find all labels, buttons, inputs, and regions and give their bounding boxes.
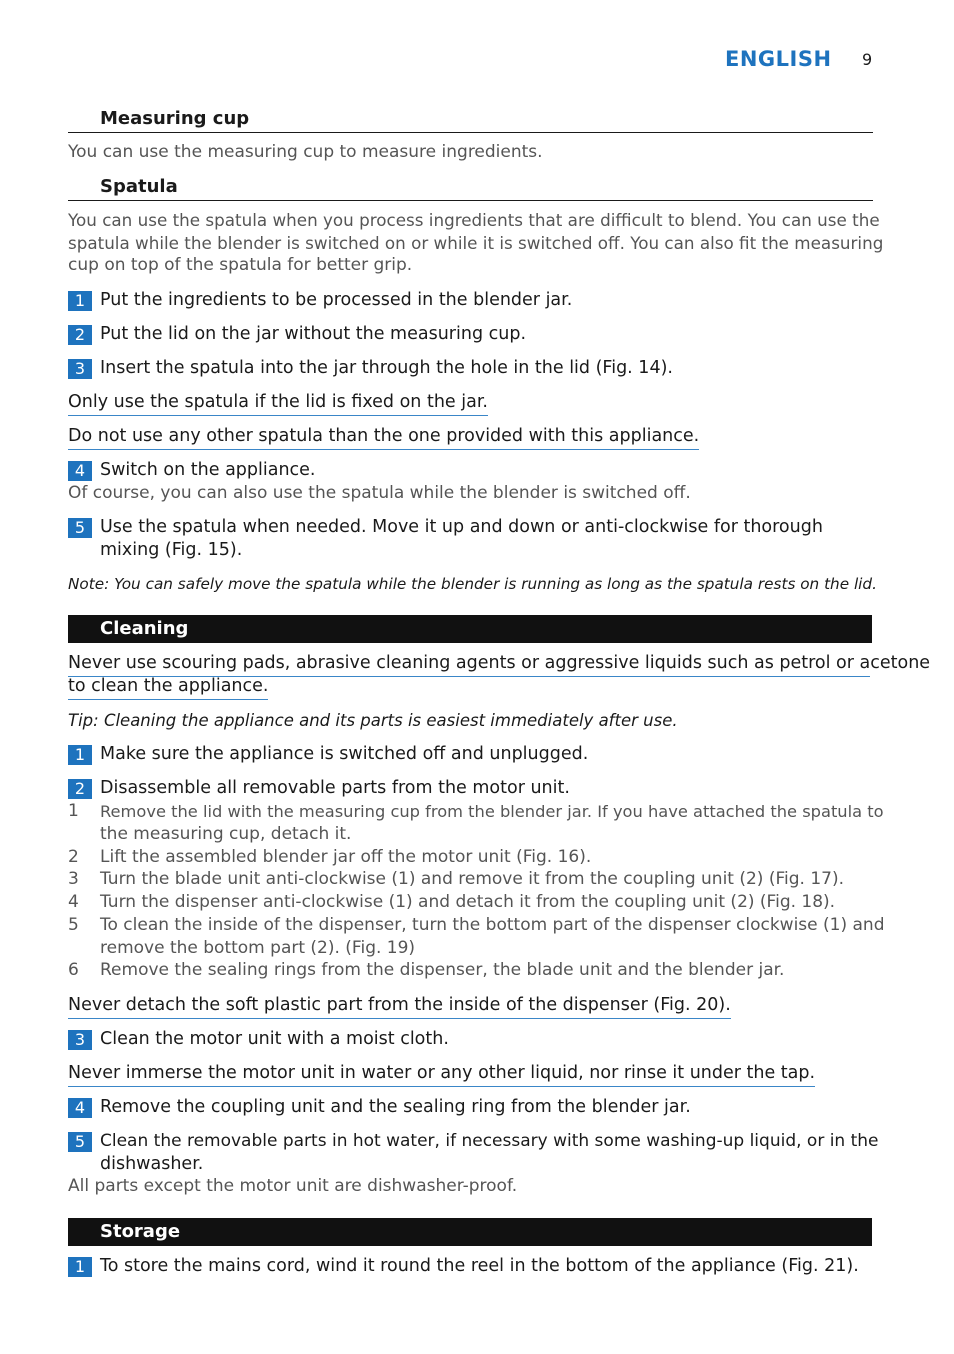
- spatula-text-line: cup on top of the spatula for better grip.: [68, 255, 413, 275]
- warning-text: Only use the spatula if the lid is fixed on the jar.: [68, 391, 488, 416]
- spatula-heading: Spatula: [100, 176, 178, 197]
- step-text-continued: mixing (Fig. 15).: [100, 540, 243, 560]
- substep-text: Remove the lid with the measuring cup from the blender jar. If you have attached the spatula to: [100, 802, 884, 821]
- step-number-badge: 4: [68, 1098, 92, 1118]
- step-text: Switch on the appliance.: [100, 460, 316, 480]
- warning-text-continued: to clean the appliance.: [68, 675, 268, 700]
- warning-text: Never immerse the motor unit in water or any other liquid, nor rinse it under the tap.: [68, 1062, 815, 1087]
- spatula-text-line: spatula while the blender is switched on or while it is switched off. You can also fit the measuring: [68, 233, 884, 253]
- substep-number: 4: [68, 892, 79, 912]
- step-text: To store the mains cord, wind it round the reel in the bottom of the appliance (Fig. 21).: [100, 1256, 859, 1276]
- substep-number: 1: [68, 801, 79, 821]
- warning-text: Never detach the soft plastic part from the inside of the dispenser (Fig. 20).: [68, 994, 731, 1019]
- storage-section-bar: [68, 1218, 872, 1246]
- cleaning-heading: Cleaning: [100, 618, 189, 639]
- substep-number: 6: [68, 960, 79, 980]
- step-number-badge: 3: [68, 359, 92, 379]
- substep-number: 2: [68, 847, 79, 867]
- measuring-cup-heading: Measuring cup: [100, 108, 250, 129]
- substep-text-continued: remove the bottom part (2). (Fig. 19): [100, 938, 416, 958]
- step-number-badge: 5: [68, 1132, 92, 1152]
- step-text: Use the spatula when needed. Move it up and down or anti-clockwise for thorough: [100, 517, 823, 537]
- step-number-badge: 1: [68, 1257, 92, 1277]
- step-number-badge: 1: [68, 291, 92, 311]
- substep-number: 3: [68, 869, 79, 889]
- language-label: ENGLISH: [725, 47, 832, 71]
- step-number-badge: 4: [68, 461, 92, 481]
- step-text: Insert the spatula into the jar through the hole in the lid (Fig. 14).: [100, 358, 673, 378]
- step-text: Clean the motor unit with a moist cloth.: [100, 1029, 449, 1049]
- step-text: Make sure the appliance is switched off and unplugged.: [100, 744, 589, 764]
- step-number-badge: 2: [68, 325, 92, 345]
- tip-text: Tip: Cleaning the appliance and its parts is easiest immediately after use.: [68, 711, 678, 730]
- step-number-badge: 3: [68, 1030, 92, 1050]
- step-number-badge: 5: [68, 518, 92, 538]
- step-text: Clean the removable parts in hot water, if necessary with some washing-up liquid, or in the: [100, 1131, 879, 1151]
- substep-text: To clean the inside of the dispenser, turn the bottom part of the dispenser clockwise (1) and: [100, 915, 885, 935]
- step-text: Remove the coupling unit and the sealing ring from the blender jar.: [100, 1097, 691, 1117]
- warning-text: Never use scouring pads, abrasive cleaning agents or aggressive liquids such as petrol or acetone: [68, 652, 870, 677]
- measuring-cup-rule: [68, 132, 873, 133]
- warning-text: Do not use any other spatula than the one provided with this appliance.: [68, 425, 699, 450]
- substep-text: Lift the assembled blender jar off the motor unit (Fig. 16).: [100, 847, 592, 867]
- step-note: All parts except the motor unit are dishwasher-proof.: [68, 1176, 518, 1196]
- spatula-rule: [68, 200, 873, 201]
- spatula-text-line: You can use the spatula when you process ingredients that are difficult to blend. You can use the: [68, 210, 880, 230]
- storage-heading: Storage: [100, 1221, 181, 1242]
- substep-text: Remove the sealing rings from the dispenser, the blade unit and the blender jar.: [100, 960, 785, 980]
- step-note: Of course, you can also use the spatula while the blender is switched off.: [68, 483, 691, 503]
- note-text: Note: You can safely move the spatula while the blender is running as long as the spatula rests on the lid.: [68, 575, 877, 593]
- measuring-cup-text: You can use the measuring cup to measure ingredients.: [68, 142, 543, 162]
- substep-number: 5: [68, 915, 79, 935]
- cleaning-section-bar: [68, 615, 872, 643]
- step-number-badge: 1: [68, 745, 92, 765]
- substep-text-continued: the measuring cup, detach it.: [100, 824, 352, 844]
- step-number-badge: 2: [68, 779, 92, 799]
- page-number: 9: [862, 50, 873, 69]
- substep-text: Turn the blade unit anti-clockwise (1) and remove it from the coupling unit (2) (Fig. 17).: [100, 869, 845, 889]
- step-text-continued: dishwasher.: [100, 1154, 204, 1174]
- substep-text: Turn the dispenser anti-clockwise (1) and detach it from the coupling unit (2) (Fig. 18).: [100, 892, 836, 912]
- step-text: Disassemble all removable parts from the motor unit.: [100, 778, 570, 798]
- step-text: Put the ingredients to be processed in the blender jar.: [100, 290, 573, 310]
- step-text: Put the lid on the jar without the measuring cup.: [100, 324, 527, 344]
